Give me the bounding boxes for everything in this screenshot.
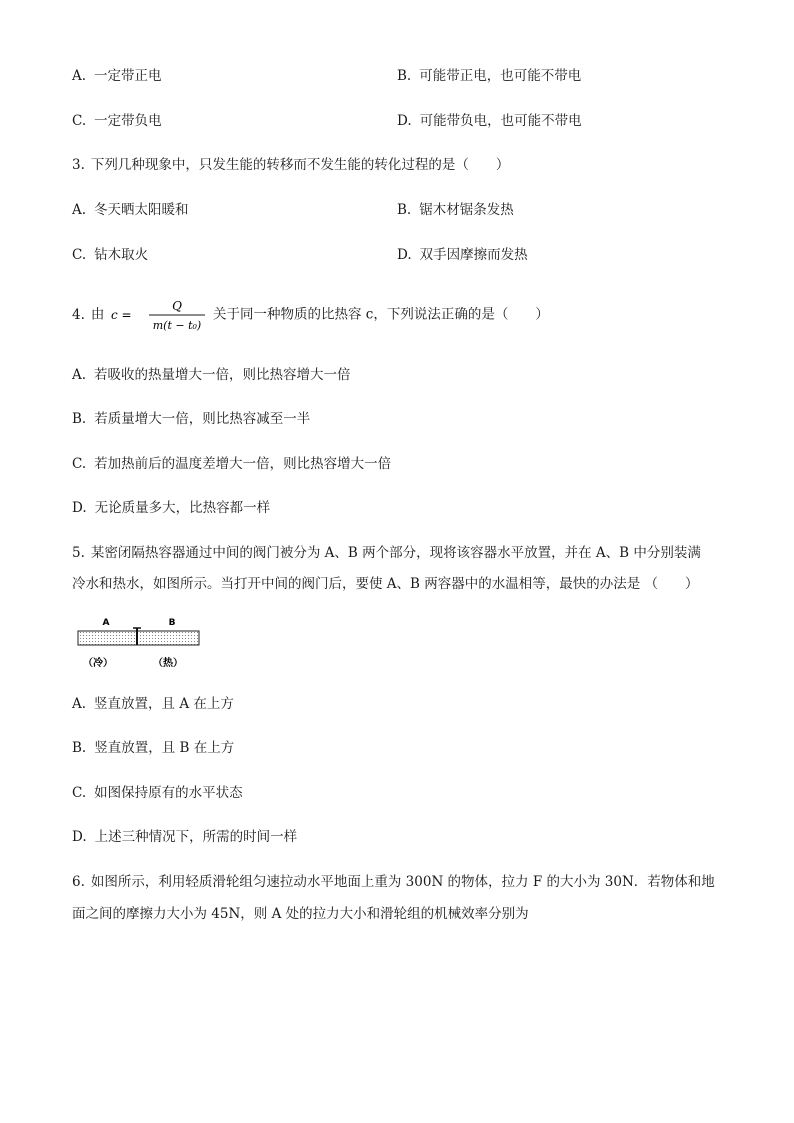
option-text: 若吸收的热量增大一倍，则比热容增大一倍 <box>94 367 351 383</box>
option-label: C. <box>72 113 87 129</box>
q3-option-a <box>72 200 189 220</box>
option-text: 钻木取火 <box>94 247 149 263</box>
option-text: 可能带正电，也可能不带电 <box>419 68 582 84</box>
specific-heat-formula <box>111 296 207 334</box>
option-text: 如图保持原有的水平状态 <box>94 785 243 801</box>
option-text: 若加热前后的温度差增大一倍，则比热容增大一倍 <box>94 456 392 472</box>
q3-option-d <box>397 245 528 265</box>
question-number: 5. <box>72 545 85 561</box>
q4-option-c <box>72 454 391 474</box>
option-label: A. <box>72 68 87 84</box>
q2-option-b <box>397 66 581 86</box>
q6-stem-line1 <box>72 872 715 892</box>
option-text: 双手因摩擦而发热 <box>419 247 528 263</box>
q5-stem-line1 <box>72 543 701 563</box>
formula-numerator: Q <box>171 299 182 313</box>
container-body <box>78 631 199 645</box>
option-label: D. <box>72 500 87 516</box>
q3-option-c <box>72 245 148 265</box>
q4-stem <box>72 296 549 334</box>
question-text: 如图所示，利用轻质滑轮组匀速拉动水平地面上重为 300N 的物体，拉力 F 的大小为 30N．若物体和地 <box>90 874 715 890</box>
option-text: 冬天晒太阳暖和 <box>94 202 189 218</box>
question-number: 4. <box>72 306 85 323</box>
option-label: D. <box>72 829 87 845</box>
option-label: A. <box>72 367 87 383</box>
caption-hot: （热） <box>153 658 183 669</box>
option-label: B. <box>397 68 412 84</box>
option-label: B. <box>397 202 412 218</box>
q2-option-d <box>397 111 582 131</box>
container-diagram <box>76 616 204 672</box>
option-label: C. <box>72 785 87 801</box>
question-number: 6. <box>72 874 85 890</box>
q5-option-a <box>72 694 234 714</box>
question-text: 面之间的摩擦力大小为 45N，则 A 处的拉力大小和滑轮组的机械效率分别为 <box>72 906 529 922</box>
option-text: 一定带正电 <box>94 68 162 84</box>
question-text: 某密闭隔热容器通过中间的阀门被分为 A、B 两个部分，现将该容器水平放置，并在 A、B 中分别装满 <box>90 545 701 561</box>
q5-option-b <box>72 738 234 758</box>
option-text: 上述三种情况下，所需的时间一样 <box>94 829 298 845</box>
q3-option-b <box>397 200 514 220</box>
option-text: 竖直放置，且 B 在上方 <box>94 740 235 756</box>
option-text: 若质量增大一倍，则比热容减至一半 <box>94 411 311 427</box>
q5-option-c <box>72 783 243 803</box>
option-label: D. <box>397 247 412 263</box>
container-a-label: A <box>102 618 110 628</box>
option-text: 可能带负电，也可能不带电 <box>419 113 582 129</box>
q4-option-a <box>72 365 351 385</box>
question-prefix: 由 <box>90 306 105 323</box>
q5-option-d <box>72 827 297 847</box>
option-label: C. <box>72 247 87 263</box>
option-text: 无论质量多大，比热容都一样 <box>94 500 271 516</box>
question-text: 冷水和热水，如图所示。当打开中间的阀门后，要使 A、B 两容器中的水温相等，最快的办法是 （ ） <box>72 576 699 592</box>
option-label: A. <box>72 696 87 712</box>
option-label: B. <box>72 740 87 756</box>
formula-denominator: m(t − t₀) <box>152 319 201 332</box>
option-text: 竖直放置，且 A 在上方 <box>94 696 234 712</box>
q5-stem-line2 <box>72 574 699 594</box>
formula-lhs: c = <box>110 308 132 322</box>
question-text: 下列几种现象中，只发生能的转移而不发生能的转化过程的是（ ） <box>90 157 510 173</box>
option-label: C. <box>72 456 87 472</box>
option-label: D. <box>397 113 412 129</box>
q2-option-a <box>72 66 162 86</box>
option-label: A. <box>72 202 87 218</box>
question-number: 3. <box>72 157 85 173</box>
option-label: B. <box>72 411 87 427</box>
option-text: 锯木材锯条发热 <box>419 202 514 218</box>
q2-option-c <box>72 111 162 131</box>
option-text: 一定带负电 <box>94 113 162 129</box>
q6-stem-line2 <box>72 904 529 924</box>
container-b-label: B <box>168 618 176 628</box>
q4-option-d <box>72 498 270 518</box>
caption-cold: （冷） <box>83 658 113 669</box>
question-text: 关于同一种物质的比热容 c，下列说法正确的是（ ） <box>212 306 549 323</box>
q3-stem <box>72 155 509 175</box>
q4-option-b <box>72 409 310 429</box>
